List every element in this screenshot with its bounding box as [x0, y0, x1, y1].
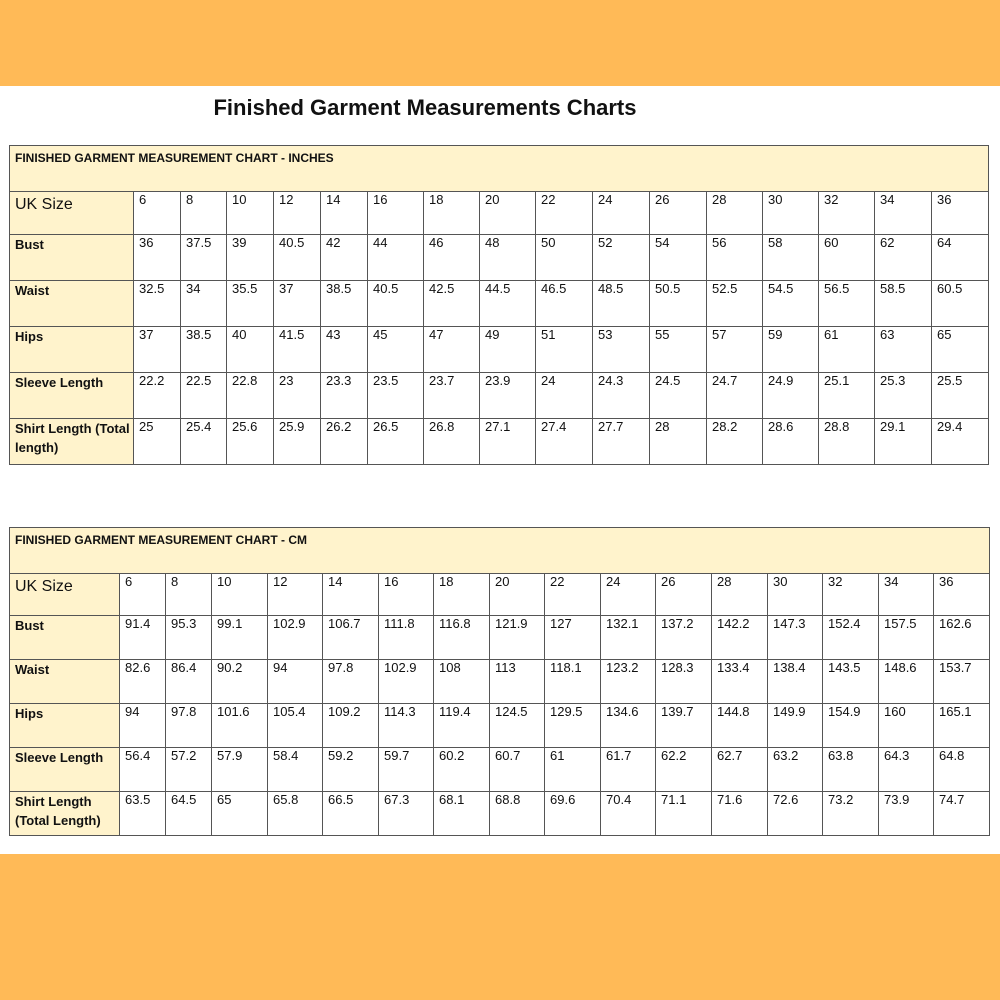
table-cell: 60.5: [932, 281, 989, 327]
table-cell: 116.8: [434, 616, 490, 660]
table-cell: 54: [650, 235, 707, 281]
table-cell: 147.3: [768, 616, 823, 660]
table-cell: 109.2: [323, 704, 379, 748]
table-cell: 70.4: [601, 792, 656, 836]
table-cell: 58: [763, 235, 819, 281]
table-cell: 94: [268, 660, 323, 704]
table-cell: 43: [321, 327, 368, 373]
table-cell: 60.2: [434, 748, 490, 792]
table-cell: 162.6: [934, 616, 990, 660]
table-cell: 148.6: [879, 660, 934, 704]
size-header-cell: 8: [166, 574, 212, 616]
size-header-row: [10, 574, 990, 616]
table-cell: 38.5: [321, 281, 368, 327]
size-header-cell: 32: [823, 574, 879, 616]
table-cell: 23.3: [321, 373, 368, 419]
table-cell: 40.5: [274, 235, 321, 281]
table-cell: 22.2: [134, 373, 181, 419]
table-cell: 71.1: [656, 792, 712, 836]
table-cell: 44: [368, 235, 424, 281]
row-label: Shirt Length (Total length): [10, 419, 134, 465]
table-caption: FINISHED GARMENT MEASUREMENT CHART - INCHES: [10, 146, 989, 192]
table-cell: 65: [212, 792, 268, 836]
table-cell: 65: [932, 327, 989, 373]
size-header-cell: 26: [656, 574, 712, 616]
table-cell: 58.4: [268, 748, 323, 792]
table-cell: 24.7: [707, 373, 763, 419]
size-header-cell: 14: [323, 574, 379, 616]
size-header-row: [10, 192, 989, 235]
table-cell: 94: [120, 704, 166, 748]
table-row: [10, 235, 989, 281]
table-cell: 26.5: [368, 419, 424, 465]
table-cell: 35.5: [227, 281, 274, 327]
table-cell: 137.2: [656, 616, 712, 660]
table-cell: 50.5: [650, 281, 707, 327]
table-cell: 25: [134, 419, 181, 465]
table-cell: 34: [181, 281, 227, 327]
table-cell: 105.4: [268, 704, 323, 748]
table-cell: 129.5: [545, 704, 601, 748]
size-header-cell: 34: [875, 192, 932, 235]
size-header-cell: 32: [819, 192, 875, 235]
table-cell: 39: [227, 235, 274, 281]
table-cell: 28.2: [707, 419, 763, 465]
table-cell: 127: [545, 616, 601, 660]
table-cell: 121.9: [490, 616, 545, 660]
table-cell: 67.3: [379, 792, 434, 836]
table-cell: 132.1: [601, 616, 656, 660]
table-cell: 64: [932, 235, 989, 281]
table-cell: 25.6: [227, 419, 274, 465]
table-cell: 52: [593, 235, 650, 281]
table-cell: 42.5: [424, 281, 480, 327]
table-cell: 59.7: [379, 748, 434, 792]
row-label: Sleeve Length: [10, 748, 120, 792]
table-cell: 32.5: [134, 281, 181, 327]
table-cell: 63.2: [768, 748, 823, 792]
size-header-cell: 12: [274, 192, 321, 235]
table-cell: 56: [707, 235, 763, 281]
table-cell: 99.1: [212, 616, 268, 660]
size-header-cell: 28: [712, 574, 768, 616]
table-cell: 54.5: [763, 281, 819, 327]
table-cell: 27.4: [536, 419, 593, 465]
size-header-cell: 8: [181, 192, 227, 235]
table-cell: 90.2: [212, 660, 268, 704]
table-cell: 29.1: [875, 419, 932, 465]
table-cell: 62: [875, 235, 932, 281]
table-cell: 23.9: [480, 373, 536, 419]
table-cell: 62.2: [656, 748, 712, 792]
table-cell: 73.9: [879, 792, 934, 836]
table-cell: 27.7: [593, 419, 650, 465]
table-cell: 42: [321, 235, 368, 281]
table-cell: 97.8: [166, 704, 212, 748]
size-header-cell: 36: [934, 574, 990, 616]
table-cell: 49: [480, 327, 536, 373]
table-cell: 106.7: [323, 616, 379, 660]
row-label: Waist: [10, 660, 120, 704]
table-cell: 91.4: [120, 616, 166, 660]
table-cell: 95.3: [166, 616, 212, 660]
row-label: Waist: [10, 281, 134, 327]
table-cell: 37: [134, 327, 181, 373]
size-header-cell: 18: [434, 574, 490, 616]
table-row: [10, 616, 990, 660]
table-cell: 61.7: [601, 748, 656, 792]
table-cell: 97.8: [323, 660, 379, 704]
size-header-cell: 10: [212, 574, 268, 616]
size-row-label: UK Size: [10, 574, 120, 616]
size-header-cell: 34: [879, 574, 934, 616]
table-cell: 114.3: [379, 704, 434, 748]
size-header-cell: 30: [763, 192, 819, 235]
table-cell: 25.4: [181, 419, 227, 465]
table-cell: 128.3: [656, 660, 712, 704]
row-label: Hips: [10, 327, 134, 373]
table-cell: 71.6: [712, 792, 768, 836]
table-cell: 63.8: [823, 748, 879, 792]
table-cell: 63.5: [120, 792, 166, 836]
table-cell: 52.5: [707, 281, 763, 327]
top-orange-band: [0, 0, 1000, 86]
table-cell: 48: [480, 235, 536, 281]
size-header-cell: 24: [593, 192, 650, 235]
table-cell: 64.3: [879, 748, 934, 792]
table-cell: 26.8: [424, 419, 480, 465]
table-cell: 86.4: [166, 660, 212, 704]
table-cell: 64.8: [934, 748, 990, 792]
table-cell: 134.6: [601, 704, 656, 748]
table-cell: 41.5: [274, 327, 321, 373]
table-cell: 63: [875, 327, 932, 373]
size-header-cell: 10: [227, 192, 274, 235]
table-cell: 57: [707, 327, 763, 373]
row-label: Shirt Length (Total Length): [10, 792, 120, 836]
size-header-cell: 20: [480, 192, 536, 235]
table-cell: 53: [593, 327, 650, 373]
table-row: [10, 660, 990, 704]
table-cell: 24.5: [650, 373, 707, 419]
size-header-cell: 14: [321, 192, 368, 235]
table-cell: 68.8: [490, 792, 545, 836]
table-cell: 154.9: [823, 704, 879, 748]
size-header-cell: 36: [932, 192, 989, 235]
size-header-cell: 6: [120, 574, 166, 616]
table-cell: 60.7: [490, 748, 545, 792]
size-header-cell: 20: [490, 574, 545, 616]
table-cell: 73.2: [823, 792, 879, 836]
table-cell: 23.5: [368, 373, 424, 419]
row-label: Bust: [10, 616, 120, 660]
table-cell: 59: [763, 327, 819, 373]
size-header-cell: 6: [134, 192, 181, 235]
table-cell: 82.6: [120, 660, 166, 704]
table-cell: 61: [819, 327, 875, 373]
table-cell: 46.5: [536, 281, 593, 327]
table-cell: 51: [536, 327, 593, 373]
table-cell: 113: [490, 660, 545, 704]
table-cell: 24: [536, 373, 593, 419]
table-cell: 38.5: [181, 327, 227, 373]
table-cell: 45: [368, 327, 424, 373]
table-cell: 138.4: [768, 660, 823, 704]
table-cell: 25.9: [274, 419, 321, 465]
table-cell: 142.2: [712, 616, 768, 660]
table-cell: 25.3: [875, 373, 932, 419]
table-cell: 152.4: [823, 616, 879, 660]
cm-measurement-table: [9, 527, 990, 836]
size-header-cell: 16: [368, 192, 424, 235]
size-header-cell: 18: [424, 192, 480, 235]
table-cell: 61: [545, 748, 601, 792]
table-cell: 44.5: [480, 281, 536, 327]
table-cell: 124.5: [490, 704, 545, 748]
table-cell: 37: [274, 281, 321, 327]
table-cell: 55: [650, 327, 707, 373]
table-cell: 74.7: [934, 792, 990, 836]
table-cell: 65.8: [268, 792, 323, 836]
table-cell: 58.5: [875, 281, 932, 327]
table-cell: 69.6: [545, 792, 601, 836]
table-cell: 25.5: [932, 373, 989, 419]
size-header-cell: 30: [768, 574, 823, 616]
table-cell: 118.1: [545, 660, 601, 704]
table-cell: 28.6: [763, 419, 819, 465]
table-cell: 36: [134, 235, 181, 281]
page-title: Finished Garment Measurements Charts: [213, 95, 637, 120]
row-label: Sleeve Length: [10, 373, 134, 419]
row-label: Hips: [10, 704, 120, 748]
table-caption: FINISHED GARMENT MEASUREMENT CHART - CM: [10, 528, 990, 574]
size-header-cell: 12: [268, 574, 323, 616]
table-cell: 119.4: [434, 704, 490, 748]
table-cell: 25.1: [819, 373, 875, 419]
table-cell: 157.5: [879, 616, 934, 660]
table-cell: 108: [434, 660, 490, 704]
table-cell: 37.5: [181, 235, 227, 281]
size-header-cell: 22: [545, 574, 601, 616]
size-row-label: UK Size: [10, 192, 134, 235]
table-cell: 143.5: [823, 660, 879, 704]
table-cell: 23: [274, 373, 321, 419]
row-label: Bust: [10, 235, 134, 281]
table-cell: 29.4: [932, 419, 989, 465]
table-cell: 40.5: [368, 281, 424, 327]
table-row: [10, 419, 989, 465]
table-cell: 24.3: [593, 373, 650, 419]
table-cell: 60: [819, 235, 875, 281]
table-row: [10, 327, 989, 373]
table-row: [10, 748, 990, 792]
size-header-cell: 28: [707, 192, 763, 235]
table-cell: 68.1: [434, 792, 490, 836]
table-cell: 139.7: [656, 704, 712, 748]
table-cell: 102.9: [268, 616, 323, 660]
table-cell: 144.8: [712, 704, 768, 748]
table-cell: 24.9: [763, 373, 819, 419]
table-cell: 59.2: [323, 748, 379, 792]
table-cell: 22.5: [181, 373, 227, 419]
table-cell: 57.2: [166, 748, 212, 792]
table-cell: 56.4: [120, 748, 166, 792]
bottom-orange-band: [0, 854, 1000, 1000]
table-cell: 40: [227, 327, 274, 373]
size-header-cell: 26: [650, 192, 707, 235]
table-cell: 66.5: [323, 792, 379, 836]
table-cell: 133.4: [712, 660, 768, 704]
inches-measurement-table: [9, 145, 989, 465]
table-cell: 27.1: [480, 419, 536, 465]
size-header-cell: 16: [379, 574, 434, 616]
table-cell: 62.7: [712, 748, 768, 792]
size-header-cell: 24: [601, 574, 656, 616]
table-row: [10, 373, 989, 419]
table-cell: 111.8: [379, 616, 434, 660]
table-cell: 26.2: [321, 419, 368, 465]
table-cell: 22.8: [227, 373, 274, 419]
table-cell: 153.7: [934, 660, 990, 704]
table-cell: 102.9: [379, 660, 434, 704]
table-cell: 123.2: [601, 660, 656, 704]
table-cell: 57.9: [212, 748, 268, 792]
table-cell: 28.8: [819, 419, 875, 465]
size-header-cell: 22: [536, 192, 593, 235]
table-cell: 56.5: [819, 281, 875, 327]
table-cell: 23.7: [424, 373, 480, 419]
table-cell: 46: [424, 235, 480, 281]
table-cell: 47: [424, 327, 480, 373]
table-cell: 72.6: [768, 792, 823, 836]
table-cell: 64.5: [166, 792, 212, 836]
table-row: [10, 792, 990, 836]
table-cell: 101.6: [212, 704, 268, 748]
table-cell: 50: [536, 235, 593, 281]
table-cell: 149.9: [768, 704, 823, 748]
table-row: [10, 281, 989, 327]
table-cell: 165.1: [934, 704, 990, 748]
table-cell: 160: [879, 704, 934, 748]
table-cell: 48.5: [593, 281, 650, 327]
table-cell: 28: [650, 419, 707, 465]
table-row: [10, 704, 990, 748]
